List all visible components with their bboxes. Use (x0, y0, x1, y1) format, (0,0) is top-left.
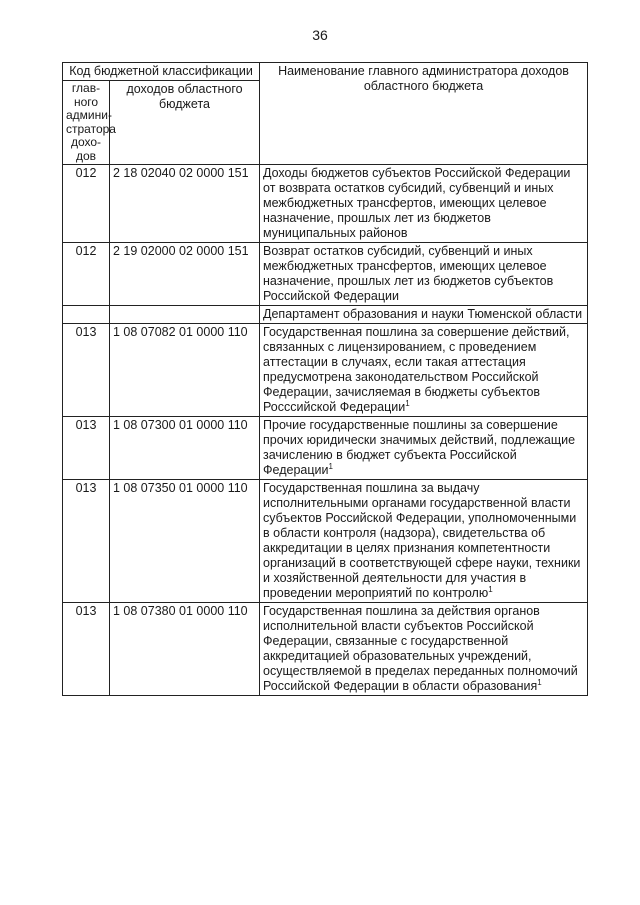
header-income-code: доходов областного бюджета (110, 81, 260, 165)
income-code-cell: 1 08 07350 01 0000 110 (110, 480, 260, 603)
header-budget-code-group: Код бюджетной классификации (63, 63, 260, 81)
revenue-name-text: Возврат остатков субсидий, субвенций и иных межбюджетных трансфертов, имеющих целевое назначение, прошлых лет из бюджетов субъектов Российской Федерации (263, 244, 554, 303)
income-code-cell: 2 19 02000 02 0000 151 (110, 243, 260, 306)
revenue-name-cell (260, 417, 588, 480)
table-row (63, 603, 588, 696)
admin-code-cell: 013 (63, 603, 110, 696)
revenue-name-text: Доходы бюджетов субъектов Российской Федерации от возврата остатков субсидий, субвенций и иных межбюджетных трансфертов, имеющих целевое назначение, прошлых лет из бюджетов муниципальных районов (263, 166, 571, 240)
table-row (63, 324, 588, 417)
revenue-name-text: Департамент образования и науки Тюменской области (263, 307, 583, 321)
admin-code-cell: 013 (63, 324, 110, 417)
footnote-marker: 1 (405, 398, 410, 408)
admin-code-cell: 012 (63, 165, 110, 243)
admin-code-cell: 012 (63, 243, 110, 306)
footnote-marker: 1 (488, 584, 493, 594)
income-code-cell (110, 306, 260, 324)
revenue-name-cell (260, 480, 588, 603)
department-row (63, 306, 588, 324)
revenue-name-cell (260, 603, 588, 696)
department-name-cell (260, 306, 588, 324)
revenue-name-cell (260, 324, 588, 417)
income-code-cell: 1 08 07300 01 0000 110 (110, 417, 260, 480)
income-code-cell: 1 08 07380 01 0000 110 (110, 603, 260, 696)
header-main-admin: глав-ного админи-стратора дохо-дов (63, 81, 110, 165)
revenue-name-text: Прочие государственные пошлины за совершение прочих юридически значимых действий, подлежащие зачислению в бюджет субъекта Российской Федерации (263, 418, 576, 477)
admin-code-cell: 013 (63, 480, 110, 603)
revenue-name-text: Государственная пошлина за совершение действий, связанных с лицензированием, с проведением аттестации в случаях, если такая аттестация предусмотрена законодательством Российской Федерации, зачисляемая в бюджеты субъектов Росссийской Федерации (263, 325, 570, 414)
table-row (63, 480, 588, 603)
budget-classification-table (62, 62, 588, 696)
table-row (63, 243, 588, 306)
admin-code-cell: 013 (63, 417, 110, 480)
revenue-name-cell (260, 165, 588, 243)
admin-code-cell (63, 306, 110, 324)
page-number: 36 (312, 27, 328, 43)
income-code-cell: 1 08 07082 01 0000 110 (110, 324, 260, 417)
table-row (63, 165, 588, 243)
header-row-group (63, 63, 588, 81)
header-admin-name: Наименование главного администратора доходов областного бюджета (260, 63, 588, 165)
revenue-name-text: Государственная пошлина за действия органов исполнительной власти субъектов Российской Федерации, связанные с государственной аккредитацией образовательных учреждений, осуществляемой в пределах переданных полномочий Российской Федерации в области образования (263, 604, 578, 693)
income-code-cell: 2 18 02040 02 0000 151 (110, 165, 260, 243)
footnote-marker: 1 (537, 677, 542, 687)
table-row (63, 417, 588, 480)
revenue-name-text: Государственная пошлина за выдачу исполнительными органами государственной власти субъектов Российской Федерации, уполномоченными в области контроля (надзора), свидетельства об аккредитации в целях признания компетентности организаций в соответствующей сфере науки, техники и хозяйственной деятельности для участия в проведении мероприятий по контролю (263, 481, 581, 600)
footnote-marker: 1 (328, 461, 333, 471)
table-body (63, 165, 588, 696)
revenue-name-cell (260, 243, 588, 306)
